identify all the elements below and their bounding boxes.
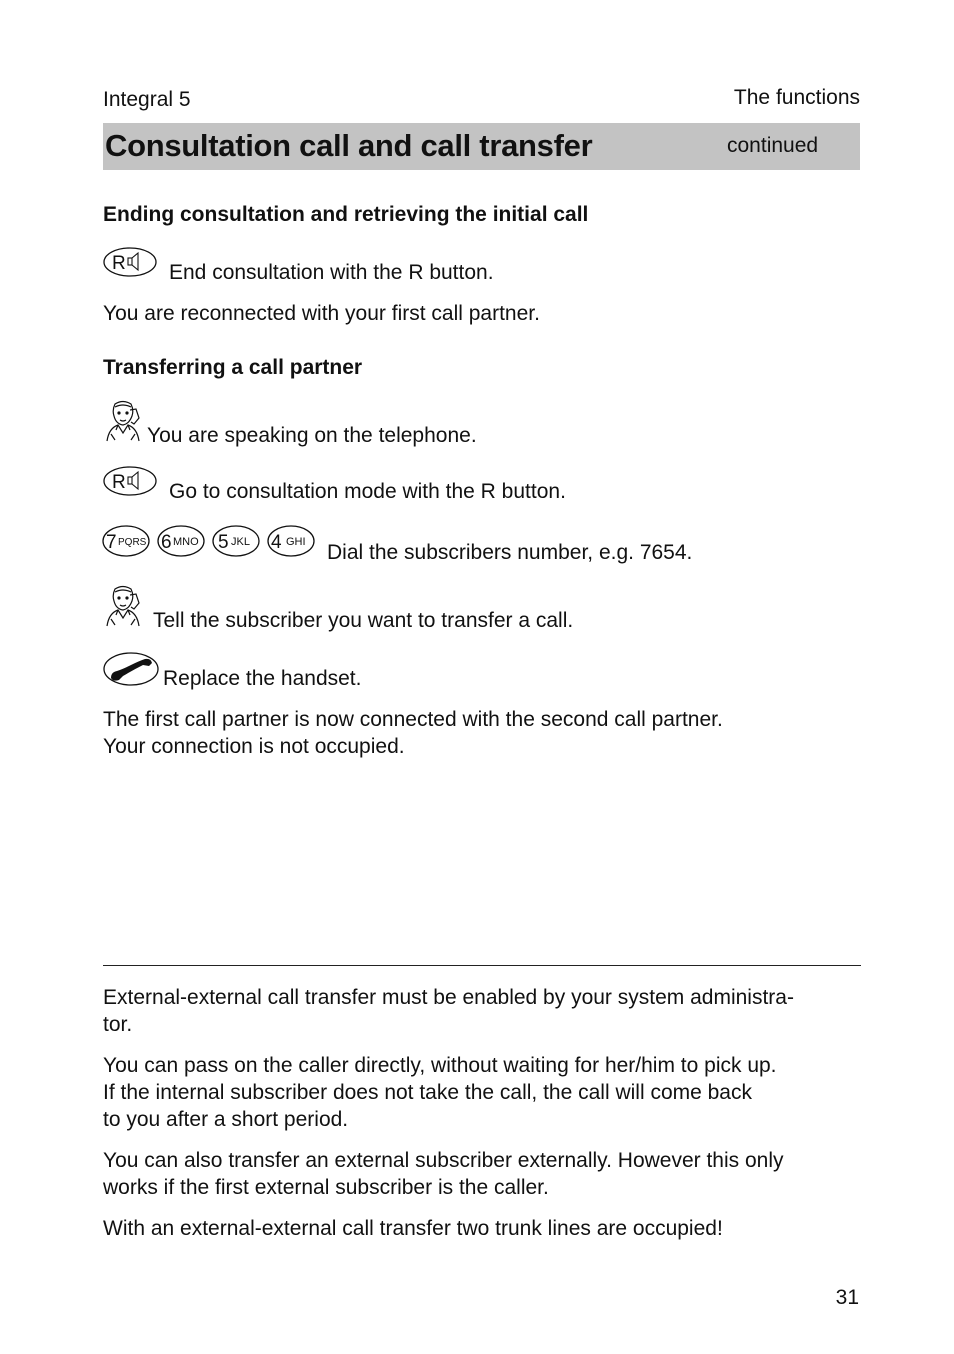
note-enable-line1: External-external call transfer must be enabled by your system administra- [103, 986, 794, 1009]
person-on-phone-icon-2 [103, 585, 143, 627]
note-trunk-lines: With an external-external call transfer two trunk lines are occupied! [103, 1217, 723, 1240]
key-4-icon [267, 525, 315, 557]
note-external-line2: works if the first external subscriber is the caller. [103, 1176, 549, 1199]
svg-text:5: 5 [218, 532, 229, 553]
svg-text:4: 4 [271, 532, 282, 553]
svg-text:GHI: GHI [286, 536, 306, 548]
note-pass-on-line3: to you after a short period. [103, 1108, 349, 1131]
svg-text:7: 7 [106, 532, 117, 553]
step-end-consultation: End consultation with the R button. [169, 261, 494, 284]
section-heading-ending-consultation: Ending consultation and retrieving the initial call [103, 203, 589, 226]
title-bar [103, 123, 860, 170]
svg-text:PQRS: PQRS [118, 537, 147, 548]
key-5-icon [212, 525, 260, 557]
page-number: 31 [835, 1286, 859, 1309]
notes-divider [103, 965, 861, 966]
step-replace-handset: Replace the handset. [163, 667, 362, 690]
r-key-icon [103, 247, 157, 277]
step-speaking: You are speaking on the telephone. [147, 424, 477, 447]
svg-text:6: 6 [161, 532, 172, 553]
r-key-digit: R [112, 253, 126, 274]
continued-label: continued [727, 134, 819, 157]
note-external-line1: You can also transfer an external subscriber externally. However this only [103, 1149, 784, 1172]
header-product: Integral 5 [103, 88, 191, 111]
speaker-icon [128, 472, 138, 489]
page-title: Consultation call and call transfer [105, 128, 593, 163]
r-key-digit: R [112, 472, 126, 493]
handset-icon [103, 652, 159, 688]
result-reconnected: You are reconnected with your first call partner. [103, 302, 540, 325]
key-6-icon [157, 525, 205, 557]
step-consultation-mode: Go to consultation mode with the R button. [169, 480, 566, 503]
person-on-phone-icon [103, 400, 143, 442]
note-pass-on-line1: You can pass on the caller directly, without waiting for her/him to pick up. [103, 1054, 777, 1077]
r-key-icon-2 [103, 466, 157, 496]
step-dial-number: Dial the subscribers number, e.g. 7654. [327, 541, 693, 564]
step-tell-subscriber: Tell the subscriber you want to transfer a call. [153, 609, 574, 632]
svg-text:MNO: MNO [173, 536, 199, 548]
svg-text:JKL: JKL [231, 536, 250, 548]
speaker-icon [128, 253, 138, 270]
result-connected-line1: The first call partner is now connected with the second call partner. [103, 708, 723, 731]
result-connected-line2: Your connection is not occupied. [103, 735, 405, 758]
section-heading-transferring: Transferring a call partner [103, 356, 363, 379]
key-7-icon [102, 525, 150, 557]
note-pass-on-line2: If the internal subscriber does not take the call, the call will come back [103, 1081, 752, 1104]
note-enable-line2: tor. [103, 1013, 133, 1036]
header-section: The functions [733, 86, 860, 109]
